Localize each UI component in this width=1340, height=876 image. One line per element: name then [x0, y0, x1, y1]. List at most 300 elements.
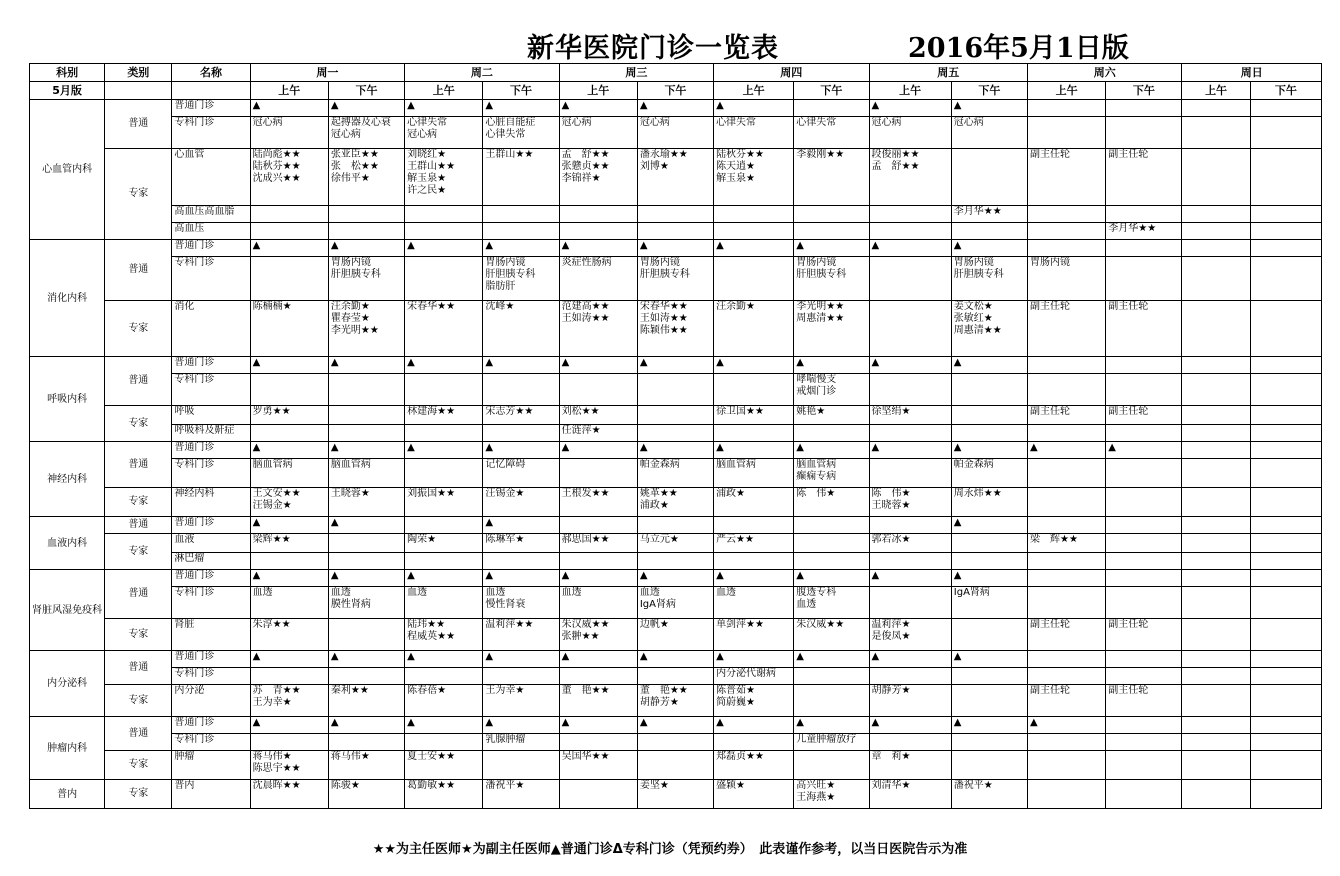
schedule-cell	[559, 751, 637, 780]
schedule-cell	[405, 780, 483, 809]
clinic-name-cell: 呼吸科及鼾症	[172, 425, 250, 442]
cell-line: 温莉萍★★	[485, 619, 534, 630]
cell-line: 陆玮★★	[407, 619, 446, 630]
cell-line: ▲	[1030, 442, 1038, 453]
dept-cell: 呼吸内科	[30, 357, 105, 442]
cell-line: 李月华★★	[1108, 223, 1157, 234]
cell-line: 冠心病	[330, 129, 361, 140]
cell-line: 孟 舒★★	[871, 161, 920, 172]
cell-line: IgA肾病	[953, 587, 990, 598]
header-am: 上午	[714, 82, 794, 100]
cell-line: 吴国华★★	[561, 751, 610, 762]
schedule-cell	[714, 517, 794, 534]
cell-line: 戒烟门诊	[796, 386, 837, 397]
table-row	[30, 374, 1322, 406]
schedule-cell	[714, 717, 794, 734]
schedule-cell	[869, 301, 951, 357]
category-cell: 普通	[105, 717, 172, 751]
schedule-cell	[1106, 117, 1182, 149]
table-row	[30, 717, 1322, 734]
schedule-cell	[794, 488, 869, 517]
cell-line: 边帆★	[639, 619, 669, 630]
schedule-cell	[328, 425, 404, 442]
cell-line: ▲	[407, 100, 415, 111]
cell-line: ▲	[561, 651, 570, 662]
cell-line: ▲	[953, 442, 962, 453]
schedule-cell	[405, 651, 483, 668]
schedule-cell	[483, 534, 559, 553]
schedule-cell	[869, 587, 951, 619]
schedule-cell	[1250, 374, 1321, 406]
schedule-cell	[1028, 534, 1106, 553]
cell-line: 脑血管病	[796, 459, 837, 470]
schedule-cell	[483, 374, 559, 406]
cell-line: 李毅刚★★	[796, 149, 845, 160]
clinic-name-cell: 普通门诊	[172, 717, 250, 734]
schedule-cell	[1250, 459, 1321, 488]
schedule-cell	[714, 301, 794, 357]
schedule-cell	[1182, 240, 1250, 257]
cell-line: 汪余勤★	[330, 301, 370, 312]
schedule-cell	[405, 301, 483, 357]
schedule-cell	[951, 717, 1027, 734]
schedule-cell	[794, 651, 869, 668]
schedule-cell	[637, 570, 713, 587]
schedule-cell	[250, 668, 328, 685]
header-am: 上午	[250, 82, 328, 100]
cell-line: ▲	[561, 570, 570, 581]
schedule-cell	[250, 751, 328, 780]
schedule-cell	[328, 357, 404, 374]
schedule-cell	[405, 751, 483, 780]
schedule-cell	[405, 223, 483, 240]
schedule-cell	[250, 570, 328, 587]
schedule-cell	[559, 223, 637, 240]
cell-line: ▲	[561, 717, 570, 728]
clinic-name-cell: 普通门诊	[172, 570, 250, 587]
schedule-cell	[951, 780, 1027, 809]
cell-line: ▲	[485, 651, 494, 662]
schedule-cell	[559, 301, 637, 357]
cell-line: 汪锡金★	[252, 500, 292, 511]
schedule-cell	[559, 117, 637, 149]
schedule-cell	[405, 149, 483, 206]
schedule-cell	[328, 406, 404, 425]
schedule-cell	[1106, 223, 1182, 240]
schedule-cell	[1250, 651, 1321, 668]
schedule-cell	[869, 488, 951, 517]
schedule-cell	[714, 534, 794, 553]
schedule-cell	[405, 374, 483, 406]
schedule-cell	[951, 619, 1027, 651]
schedule-cell	[405, 100, 483, 117]
cell-line: ▲	[485, 517, 494, 528]
schedule-cell	[559, 668, 637, 685]
schedule-cell	[405, 517, 483, 534]
schedule-cell	[869, 619, 951, 651]
category-cell: 专家	[105, 149, 172, 240]
schedule-cell	[559, 100, 637, 117]
cell-line: ▲	[953, 240, 962, 251]
cell-line: 帕金森病	[953, 459, 994, 470]
schedule-cell	[637, 459, 713, 488]
cell-line: 温莉萍★	[871, 619, 911, 630]
header-pm: 下午	[637, 82, 713, 100]
schedule-cell	[794, 570, 869, 587]
clinic-name-cell: 普通门诊	[172, 651, 250, 668]
schedule-cell	[1250, 488, 1321, 517]
schedule-cell	[559, 651, 637, 668]
cell-line: ▲	[716, 651, 724, 662]
cell-line: ▲	[252, 517, 261, 528]
schedule-cell	[405, 488, 483, 517]
schedule-cell	[1106, 668, 1182, 685]
schedule-cell	[250, 206, 328, 223]
schedule-cell	[1250, 223, 1321, 240]
cell-line: ▲	[407, 570, 415, 581]
cell-line: 陶荣★	[407, 534, 437, 545]
table-row	[30, 517, 1322, 534]
schedule-cell	[1028, 717, 1106, 734]
cell-line: ▲	[716, 442, 724, 453]
schedule-cell	[483, 257, 559, 301]
cell-line: 陈 伟★	[796, 488, 836, 499]
cell-line: 潘祝平★	[953, 780, 993, 791]
schedule-cell	[1182, 534, 1250, 553]
schedule-cell	[714, 442, 794, 459]
schedule-cell	[714, 149, 794, 206]
schedule-cell	[1182, 780, 1250, 809]
schedule-cell	[637, 406, 713, 425]
cell-line: 王晓蓉★	[330, 488, 370, 499]
cell-line: ▲	[953, 357, 962, 368]
cell-line: 程威英★★	[407, 631, 456, 642]
cell-line: 胃肠内镜	[1030, 257, 1070, 268]
cell-line: ▲	[796, 651, 804, 662]
cell-line: 罗勇★★	[252, 406, 291, 417]
schedule-cell	[405, 357, 483, 374]
schedule-cell	[869, 534, 951, 553]
cell-line: 严云★★	[716, 534, 754, 545]
title-row	[0, 0, 1340, 62]
schedule-cell	[1182, 442, 1250, 459]
header-name: 名称	[172, 64, 250, 82]
schedule-cell	[559, 534, 637, 553]
schedule-cell	[637, 117, 713, 149]
schedule-cell	[1182, 425, 1250, 442]
schedule-cell	[637, 149, 713, 206]
schedule-cell	[483, 751, 559, 780]
schedule-cell	[951, 257, 1027, 301]
header-day: 周一	[250, 64, 404, 82]
schedule-cell	[250, 257, 328, 301]
cell-line: 陈琳军★	[485, 534, 525, 545]
version-label: 2016年5月1日版	[908, 33, 1129, 64]
clinic-name-cell: 普通门诊	[172, 442, 250, 459]
table-row	[30, 570, 1322, 587]
schedule-cell	[714, 406, 794, 425]
schedule-cell	[1028, 751, 1106, 780]
cell-line: ▲	[716, 100, 724, 111]
table-row	[30, 425, 1322, 442]
schedule-cell	[869, 374, 951, 406]
schedule-cell	[1250, 206, 1321, 223]
table-row	[30, 651, 1322, 668]
schedule-cell	[328, 734, 404, 751]
schedule-cell	[869, 517, 951, 534]
cell-line: 副主任轮	[1030, 149, 1070, 160]
clinic-name-cell: 血液	[172, 534, 250, 553]
cell-line: ▲	[953, 100, 962, 111]
schedule-cell	[250, 517, 328, 534]
cell-line: 陈 伟★	[871, 488, 911, 499]
cell-line: ▲	[953, 517, 962, 528]
schedule-cell	[637, 257, 713, 301]
schedule-cell	[328, 206, 404, 223]
clinic-name-cell: 专科门诊	[172, 257, 250, 301]
cell-line: 朱淳★★	[252, 619, 291, 630]
schedule-cell	[1106, 149, 1182, 206]
schedule-cell	[951, 406, 1027, 425]
schedule-cell	[951, 442, 1027, 459]
cell-line: 王文安★★	[252, 488, 301, 499]
schedule-cell	[869, 570, 951, 587]
clinic-name-cell: 普通门诊	[172, 357, 250, 374]
schedule-cell	[405, 685, 483, 717]
schedule-cell	[637, 734, 713, 751]
schedule-cell	[405, 206, 483, 223]
schedule-cell	[794, 442, 869, 459]
cell-line: ▲	[716, 357, 724, 368]
schedule-cell	[1250, 257, 1321, 301]
cell-line: 胃肠内镜	[796, 257, 837, 268]
schedule-cell	[328, 553, 404, 570]
cell-line: 血透	[407, 587, 428, 598]
cell-line: 姜坚★	[639, 780, 669, 791]
schedule-cell	[1106, 357, 1182, 374]
schedule-cell	[483, 240, 559, 257]
header-row-days	[30, 64, 1322, 82]
cell-line: 王如涛★★	[561, 313, 610, 324]
cell-line: 血透	[330, 587, 351, 598]
table-row	[30, 780, 1322, 809]
category-cell: 普通	[105, 240, 172, 301]
cell-line: ▲	[407, 651, 415, 662]
cell-line: 冠心病	[561, 117, 592, 128]
clinic-name-cell: 专科门诊	[172, 734, 250, 751]
cell-line: 心律失常	[716, 117, 757, 128]
clinic-name-cell: 淋巴瘤	[172, 553, 250, 570]
schedule-cell	[951, 374, 1027, 406]
schedule-cell	[1250, 570, 1321, 587]
schedule-cell	[1182, 570, 1250, 587]
schedule-cell	[1106, 734, 1182, 751]
schedule-cell	[250, 100, 328, 117]
schedule-cell	[250, 240, 328, 257]
schedule-cell	[1182, 206, 1250, 223]
schedule-cell	[483, 206, 559, 223]
header-category: 类别	[105, 64, 172, 82]
schedule-cell	[250, 534, 328, 553]
cell-line: 李月华★★	[953, 206, 1002, 217]
schedule-cell	[869, 100, 951, 117]
schedule-cell	[714, 668, 794, 685]
cell-line: ▲	[953, 717, 962, 728]
cell-line: ▲	[953, 651, 962, 662]
schedule-cell	[328, 685, 404, 717]
schedule-cell	[1182, 117, 1250, 149]
schedule-cell	[559, 149, 637, 206]
cell-line: 浦政★	[716, 488, 746, 499]
cell-line: ▲	[716, 717, 724, 728]
schedule-cell	[1182, 257, 1250, 301]
cell-line: 解玉泉★	[716, 173, 756, 184]
schedule-cell	[250, 459, 328, 488]
schedule-cell	[1028, 459, 1106, 488]
schedule-cell	[250, 301, 328, 357]
cell-line: 张亚臣★★	[330, 149, 379, 160]
header-pm: 下午	[951, 82, 1027, 100]
schedule-cell	[637, 780, 713, 809]
cell-line: 陈思宇★★	[252, 763, 301, 774]
schedule-cell	[328, 587, 404, 619]
schedule-cell	[250, 780, 328, 809]
table-row	[30, 117, 1322, 149]
cell-line: 脂肪肝	[485, 281, 516, 292]
schedule-cell	[328, 717, 404, 734]
cell-line: 癫痫专病	[796, 471, 837, 482]
cell-line: 任涟萍★	[561, 425, 601, 436]
schedule-cell	[1028, 517, 1106, 534]
schedule-cell	[1106, 206, 1182, 223]
schedule-cell	[637, 534, 713, 553]
schedule-cell	[1182, 651, 1250, 668]
table-row	[30, 100, 1322, 117]
schedule-cell	[794, 301, 869, 357]
schedule-cell	[328, 257, 404, 301]
cell-line: 王如涛★★	[639, 313, 688, 324]
header-pm: 下午	[328, 82, 404, 100]
cell-line: 李锦祥★	[561, 173, 601, 184]
cell-line: ▲	[561, 240, 570, 251]
schedule-cell	[1250, 240, 1321, 257]
schedule-cell	[405, 619, 483, 651]
clinic-name-cell: 专科门诊	[172, 668, 250, 685]
dept-cell: 内分泌科	[30, 651, 105, 717]
schedule-cell	[483, 668, 559, 685]
schedule-cell	[250, 357, 328, 374]
cell-line: ▲	[639, 357, 648, 368]
schedule-cell	[1106, 534, 1182, 553]
cell-line: 蒋马伟★	[330, 751, 370, 762]
schedule-cell	[1182, 517, 1250, 534]
cell-line: 郭若冰★	[871, 534, 911, 545]
clinic-name-cell: 专科门诊	[172, 459, 250, 488]
schedule-cell	[483, 301, 559, 357]
schedule-cell	[250, 734, 328, 751]
schedule-cell	[559, 488, 637, 517]
cell-line: 起搏器及心衰	[330, 117, 391, 128]
cell-line: 王海燕★	[796, 792, 836, 803]
cell-line: 周惠清★★	[953, 325, 1002, 336]
schedule-cell	[794, 459, 869, 488]
schedule-cell	[405, 117, 483, 149]
schedule-cell	[637, 223, 713, 240]
schedule-cell	[869, 149, 951, 206]
schedule-cell	[328, 223, 404, 240]
cell-line: 王晓蓉★	[871, 500, 911, 511]
cell-line: 陈普茹★	[716, 685, 756, 696]
page-title: 新华医院门诊一览表	[527, 33, 779, 64]
schedule-cell	[250, 619, 328, 651]
schedule-cell	[483, 651, 559, 668]
schedule-cell	[637, 100, 713, 117]
schedule-cell	[328, 117, 404, 149]
table-row	[30, 357, 1322, 374]
schedule-cell	[1028, 374, 1106, 406]
cell-line: 乳腺肿瘤	[485, 734, 526, 745]
schedule-cell	[483, 685, 559, 717]
schedule-cell	[483, 100, 559, 117]
schedule-cell	[1250, 117, 1321, 149]
schedule-cell	[714, 651, 794, 668]
cell-line: ▲	[796, 357, 804, 368]
schedule-cell	[714, 734, 794, 751]
schedule-cell	[328, 240, 404, 257]
cell-line: ▲	[796, 717, 804, 728]
cell-line: ▲	[639, 717, 648, 728]
schedule-cell	[250, 442, 328, 459]
schedule-cell	[794, 780, 869, 809]
header-day: 周日	[1182, 64, 1322, 82]
cell-line: 梁辉★★	[252, 534, 291, 545]
cell-line: 刘清华★	[871, 780, 911, 791]
cell-line: 是俊凤★	[871, 631, 911, 642]
schedule-cell	[637, 374, 713, 406]
cell-line: ▲	[252, 570, 261, 581]
header-pm: 下午	[483, 82, 559, 100]
schedule-cell	[1250, 149, 1321, 206]
schedule-cell	[794, 517, 869, 534]
schedule-cell	[483, 406, 559, 425]
dept-cell: 心血管内科	[30, 100, 105, 240]
category-cell: 专家	[105, 685, 172, 717]
schedule-cell	[637, 751, 713, 780]
schedule-cell	[951, 587, 1027, 619]
schedule-cell	[794, 206, 869, 223]
schedule-cell	[559, 734, 637, 751]
schedule-cell	[1028, 149, 1106, 206]
cell-line: 徐卫国★★	[716, 406, 764, 417]
schedule-cell	[951, 534, 1027, 553]
cell-line: 胡静芳★	[871, 685, 911, 696]
schedule-cell	[1028, 117, 1106, 149]
clinic-name-cell: 普通门诊	[172, 517, 250, 534]
cell-line: 心脏自能症	[485, 117, 536, 128]
cell-line: 血透	[639, 587, 660, 598]
schedule-cell	[1182, 685, 1250, 717]
cell-line: 炎症性肠病	[561, 257, 612, 268]
schedule-cell	[714, 240, 794, 257]
cell-line: 副主任轮	[1030, 619, 1070, 630]
schedule-cell	[714, 100, 794, 117]
cell-line: ▲	[330, 517, 339, 528]
header-empty	[172, 82, 250, 100]
schedule-cell	[250, 223, 328, 240]
cell-line: ▲	[330, 442, 339, 453]
cell-line: 陈颖伟★★	[639, 325, 688, 336]
schedule-cell	[1106, 301, 1182, 357]
